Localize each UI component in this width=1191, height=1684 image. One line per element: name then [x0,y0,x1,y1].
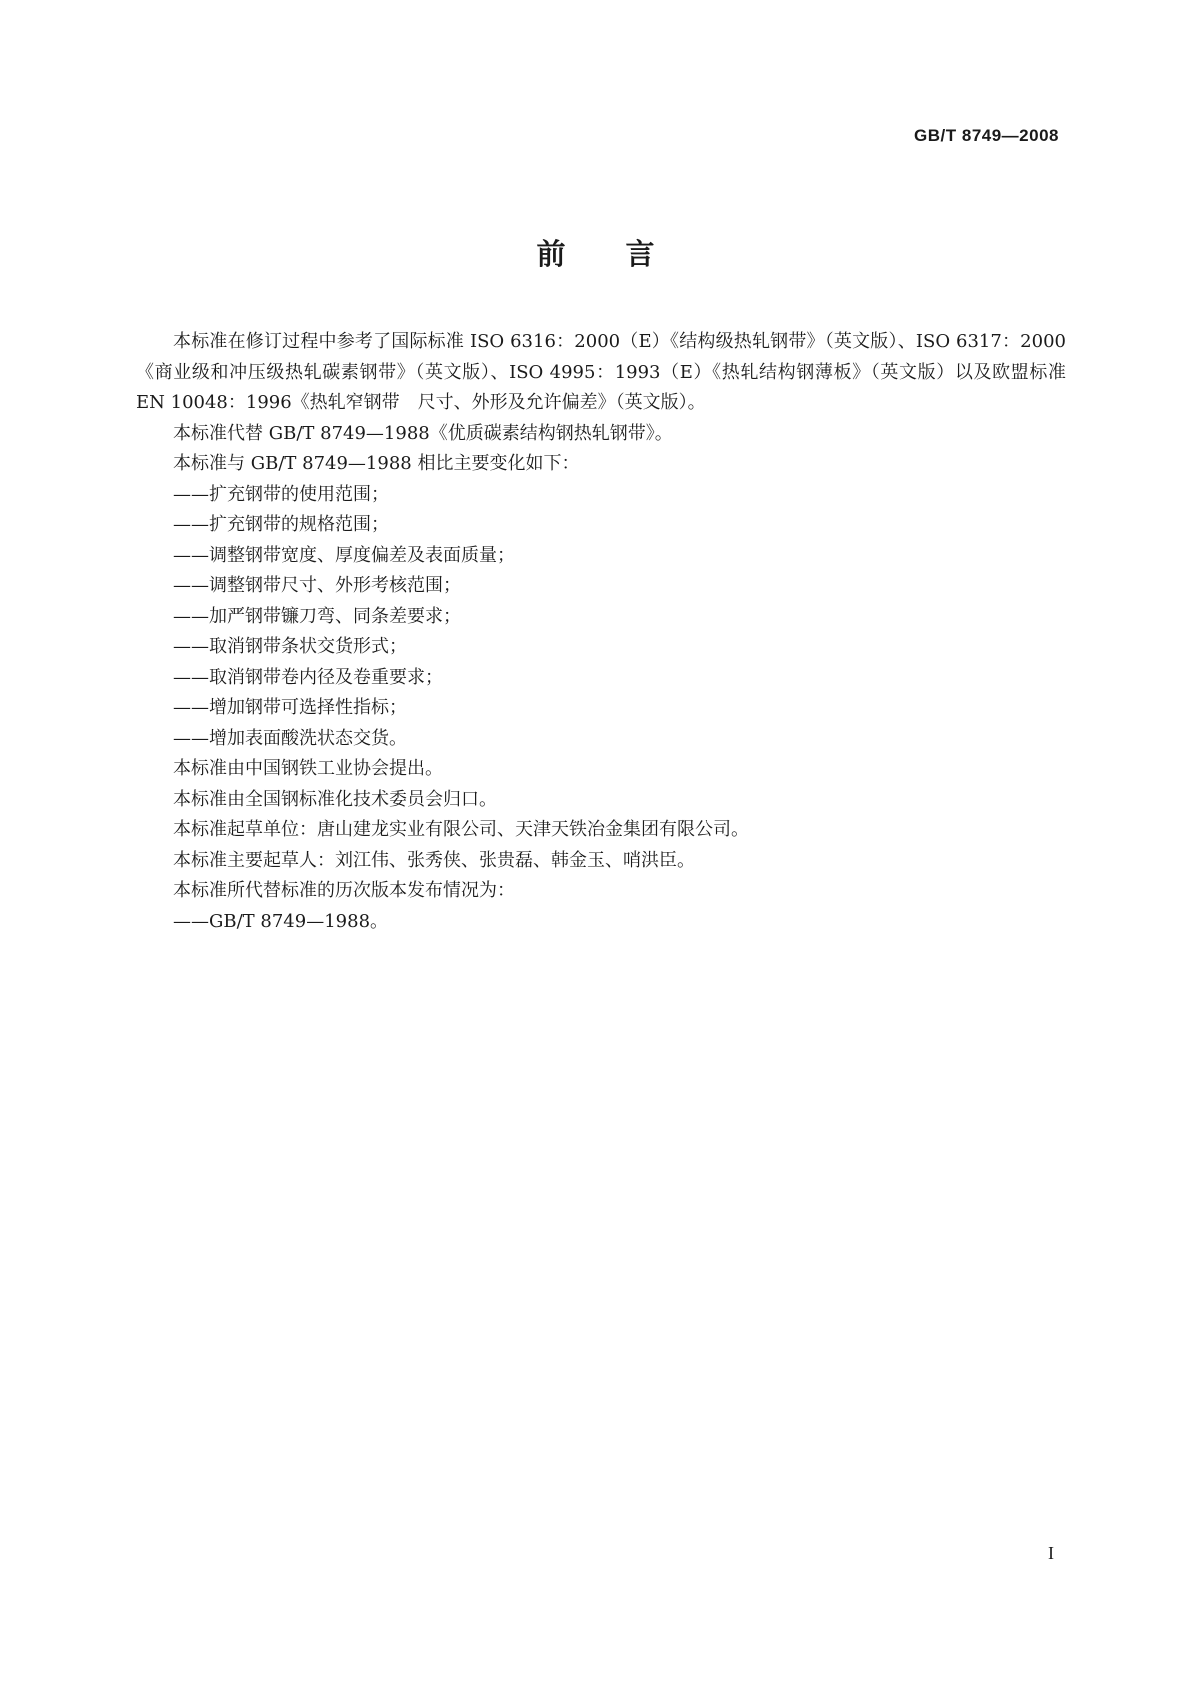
closing-paragraph: 本标准主要起草人：刘江伟、张秀侠、张贵磊、韩金玉、哨洪臣。 [173,849,695,871]
page-number: I [1048,1543,1054,1563]
closing-paragraph: 本标准由中国钢铁工业协会提出。 [173,758,443,779]
foreword-body [136,327,1066,937]
closing-paragraph: 本标准由全国钢标准化技术委员会归口。 [173,788,497,810]
intro-paragraph: 本标准在修订过程中参考了国际标准 ISO 6316：2000（E）《结构级热轧钢带》（英文版）、ISO 6317：2000《商业级和冲压级热轧碳素钢带》（英文版）、ISO 4995：1993（E）《热轧结构钢薄板》（英文版）以及欧盟标准 EN 10048：1996《热轧窄钢带 尺寸、外形及允许偏差》（英文版）。 [136,331,1066,413]
change-item: ——增加钢带可选择性指标； [173,697,407,718]
change-item: ——加严钢带镰刀弯、同条差要求； [173,605,461,627]
change-item: ——扩充钢带的规格范围； [173,514,389,535]
change-item: ——取消钢带条状交货形式； [173,636,407,657]
previous-version-item: ——GB/T 8749—1988。 [173,910,389,932]
change-item: ——调整钢带宽度、厚度偏差及表面质量； [173,544,515,566]
standard-code: GB/T 8749—2008 [914,126,1059,145]
closing-paragraph: 本标准所代替标准的历次版本发布情况为： [173,880,515,901]
change-item: ——扩充钢带的使用范围； [173,483,389,505]
change-item: ——取消钢带卷内径及卷重要求； [173,666,443,688]
intro-paragraph: 本标准与 GB/T 8749—1988 相比主要变化如下： [173,453,580,474]
change-item: ——增加表面酸洗状态交货。 [173,727,407,749]
intro-paragraph: 本标准代替 GB/T 8749—1988《优质碳素结构钢热轧钢带》。 [173,422,673,444]
change-item: ——调整钢带尺寸、外形考核范围； [173,575,461,596]
page-title: 前言 [536,237,715,271]
closing-paragraph: 本标准起草单位：唐山建龙实业有限公司、天津天铁冶金集团有限公司。 [173,819,749,840]
